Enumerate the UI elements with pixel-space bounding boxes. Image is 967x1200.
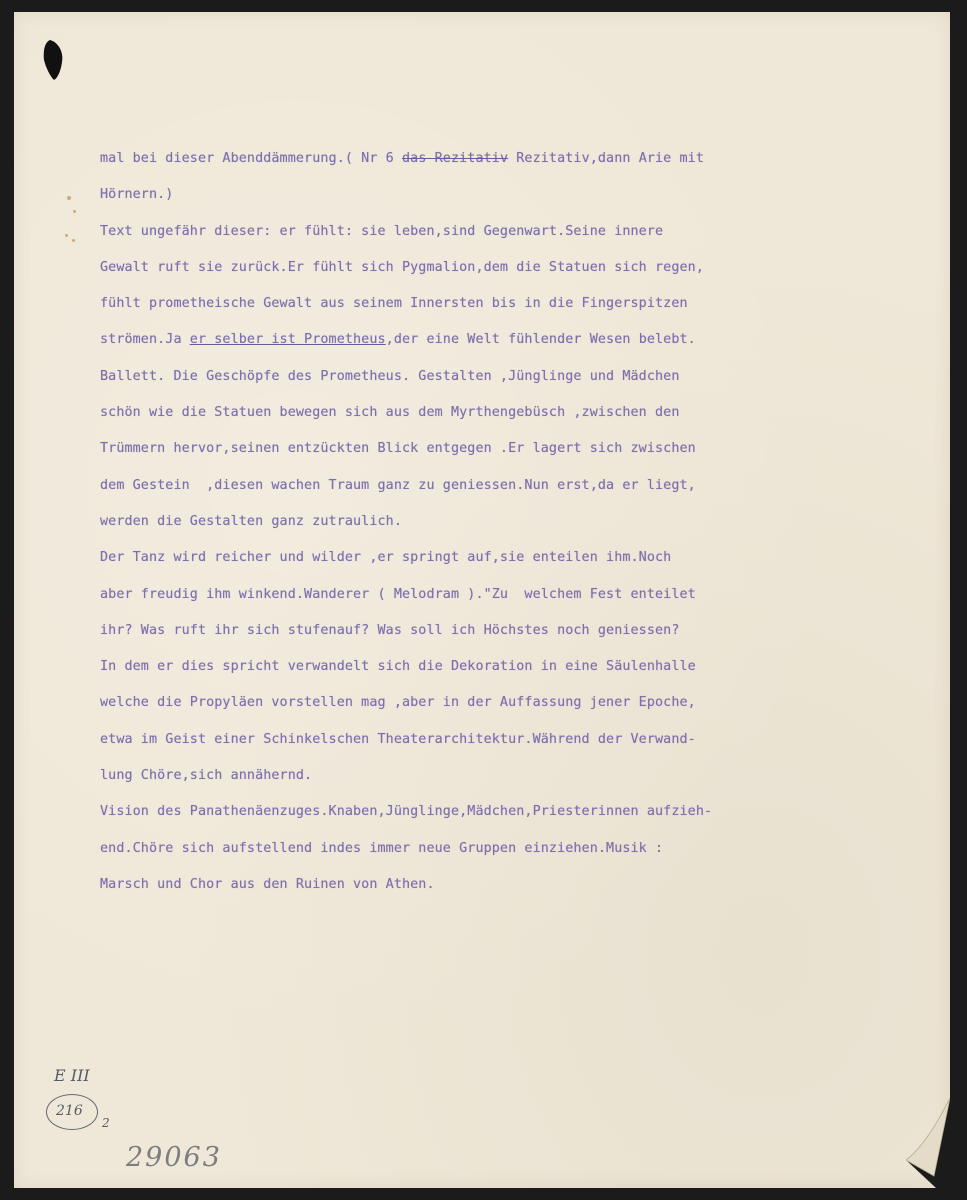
inventory-number: 29063 [126, 1142, 222, 1173]
stain-speck [65, 234, 68, 237]
text-line: Vision des Panathenäenzuges.Knaben,Jünglinge,Mädchen,Priesterinnen aufzieh- [100, 804, 713, 820]
folder-subnumber: 2 [102, 1116, 110, 1130]
text-line: werden die Gestalten ganz zutraulich. [100, 513, 402, 529]
underlined-text: er selber ist Prometheus [189, 332, 386, 348]
text-line: In dem er dies spricht verwandelt sich die Dekoration in eine Säulenhalle [100, 659, 696, 675]
stain-speck [72, 239, 75, 242]
text-line: end.Chöre sich aufstellend indes immer neue Gruppen einziehen.Musik : [100, 840, 664, 856]
typed-text-body [100, 141, 920, 903]
struck-out-text: das Rezitativ [402, 151, 509, 166]
text-line: Der Tanz wird reicher und wilder ,er springt auf,sie enteilen ihm.Noch [100, 550, 672, 566]
corner-fold [906, 1098, 950, 1188]
text-line: lung Chöre,sich annähernd. [100, 768, 313, 784]
collection-mark: E III [54, 1066, 90, 1085]
text-line: Trümmern hervor,seinen entzückten Blick entgegen .Er lagert sich zwischen [100, 441, 696, 457]
text-line: etwa im Geist einer Schinkelschen Theaterarchitektur.Während der Verwand- [100, 731, 696, 747]
text-line: welche die Propyläen vorstellen mag ,aber in der Auffassung jener Epoche, [100, 695, 696, 711]
text-line: Marsch und Chor aus den Ruinen von Athen. [100, 876, 435, 892]
text-line: dem Gestein ,diesen wachen Traum ganz zu geniessen.Nun erst,da er liegt, [100, 477, 696, 493]
stain-speck [67, 196, 71, 200]
folder-number: 216 [56, 1103, 83, 1119]
text-line: strömen.Ja er selber ist Prometheus,der eine Welt fühlender Wesen belebt. [100, 332, 696, 348]
text-line: Ballett. Die Geschöpfe des Prometheus. Gestalten ,Jünglinge und Mädchen [100, 368, 680, 384]
text-line: ihr? Was ruft ihr sich stufenauf? Was soll ich Höchstes noch geniessen? [100, 622, 680, 638]
text-line: aber freudig ihm winkend.Wanderer ( Melodram )."Zu welchem Fest enteilet [100, 586, 696, 602]
text-line: mal bei dieser Abenddämmerung.( Nr 6 das Rezitativ Rezitativ,dann Arie mit [100, 151, 704, 166]
text-line: schön wie die Statuen bewegen sich aus dem Myrthengebüsch ,zwischen den [100, 405, 680, 421]
text-line: Hörnern.) [100, 187, 174, 203]
stain-speck [73, 210, 76, 213]
ink-blot-mark [42, 38, 66, 82]
text-line: Text ungefähr dieser: er fühlt: sie leben,sind Gegenwart.Seine innere [100, 223, 664, 239]
archive-signature [40, 1066, 130, 1130]
text-line: Gewalt ruft sie zurück.Er fühlt sich Pygmalion,dem die Statuen sich regen, [100, 259, 704, 275]
text-line: fühlt prometheische Gewalt aus seinem Innersten bis in die Fingerspitzen [100, 296, 688, 312]
